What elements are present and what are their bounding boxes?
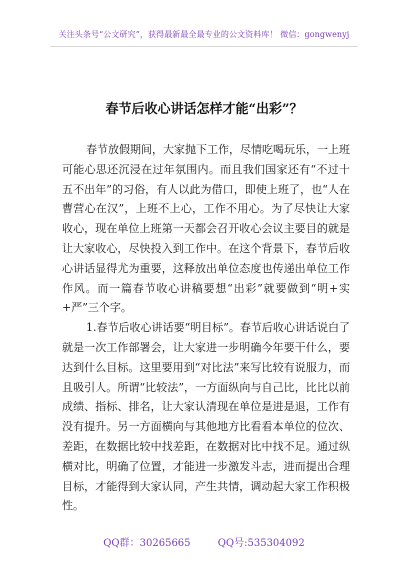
document-body — [62, 140, 350, 516]
qq-number-label: QQ号:535304092 — [217, 538, 305, 549]
promo-header: 关注头条号“公文研究”，获得最新最全最专业的公文资料库！ 微信：gongwenyj — [58, 30, 350, 39]
contact-footer — [0, 534, 408, 549]
paragraph-intro: 春节放假期间，大家抛下工作，尽情吃喝玩乐，一上班可能心思还沉浸在过年氛围内。而且我们国家还有“不过十五不出年”的习俗，有人以此为借口，即使上班了，也“人在曹营心在汉”，上班不上心，工作不用心。为了尽快让大家收心，现在单位上班第一天都会召开收心会议主要目的就是让大家收心，尽快投入到工作中。在这个背景下，春节后收心讲话显得尤为重要，这释放出单位态度也传递出单位工作作风。而一篇春节收心讲稿要想“出彩”就要做到“明+实+严”三个字。 — [62, 143, 350, 315]
paragraph-point-1: 1.春节后收心讲话要“明目标”。春节后收心讲话说白了就是一次工作部署会，让大家进一步明确今年要干什么，要达到什么目标。这里要用到“对比法”来写比较有说服力，而且吸引人。所谓“比较法”，一方面纵向与自己比，比比以前成绩、指标、排名，让大家认清现在单位是进是退，工作有没有提升。另一方面横向与其他地方比看看本单位的位次、差距，在数据比较中找差距，在数据对比中找不足。通过纵横对比，明确了位置，才能进一步激发斗志，进而提出合理目标，才能得到大家认同，产生共情，调动起大家工作积极性。 — [62, 321, 350, 513]
qq-group-label: QQ群：30265665 — [103, 538, 191, 549]
document-title: 春节后收心讲话怎样才能“出彩”？ — [105, 102, 303, 117]
header-divider — [50, 46, 358, 47]
